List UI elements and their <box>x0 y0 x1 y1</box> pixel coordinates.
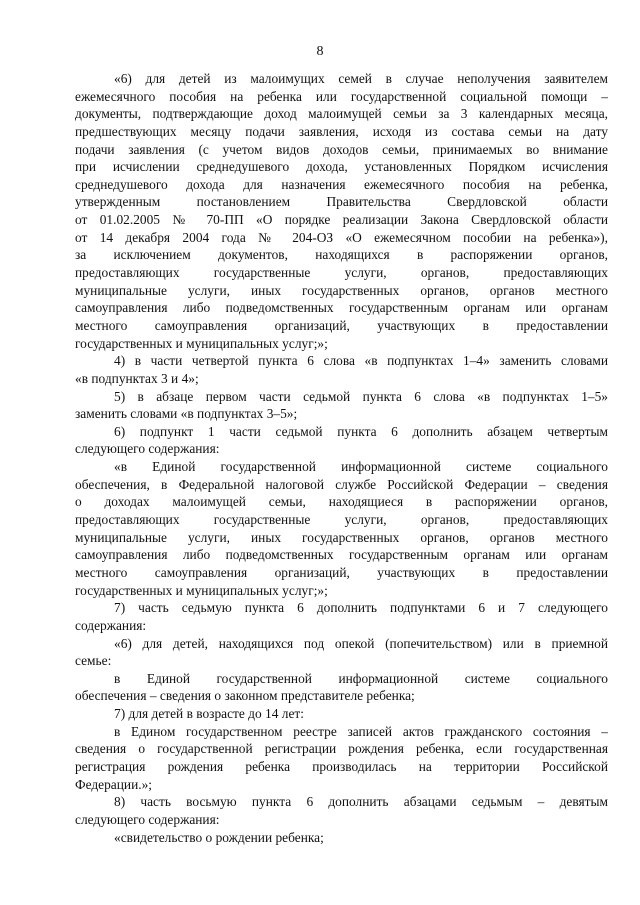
text-line: государственных и муниципальных услуг;»; <box>75 582 328 598</box>
text-line: ежемесячного пособия на ребенка или государственной социальной помощи – <box>75 88 608 104</box>
text-line: обеспечения – сведения о законном представителе ребенка; <box>75 688 415 704</box>
text-line: в Единой государственной информационной системе социального <box>114 670 608 686</box>
text-line: от 14 декабря 2004 года № 204-ОЗ «О ежемесячном пособии на ребенка»), <box>75 229 608 245</box>
text-line: местного самоуправления организаций, участвующих в предоставлении <box>75 564 608 580</box>
text-line: «6) для детей из малоимущих семей в случае неполучения заявителем <box>114 71 608 86</box>
text-line: сведения о государственной регистрации рождения ребенка, если государственная <box>75 741 608 757</box>
text-line: «свидетельство о рождении ребенка; <box>114 829 324 845</box>
text-line: среднедушевого дохода для назначения ежемесячного пособия на ребенка, <box>75 176 608 192</box>
text-line: предшествующих месяцу подачи заявления, исходя из состава семьи на дату <box>75 123 608 139</box>
text-line: 6) подпункт 1 части седьмой пункта 6 дополнить абзацем четвертым <box>114 423 608 439</box>
text-line: следующего содержания: <box>75 441 220 457</box>
text-line: «6) для детей, находящихся под опекой (попечительством) или в приемной <box>114 635 608 651</box>
text-line: «в Единой государственной информационной системе социального <box>114 459 608 475</box>
page-number: 8 <box>316 44 324 59</box>
text-line: самоуправления либо подведомственных государственным органам или органам <box>75 300 608 316</box>
text-line: за исключением документов, находящихся в распоряжении органов, <box>75 247 608 263</box>
text-line: 7) часть седьмую пункта 6 дополнить подпунктами 6 и 7 следующего <box>114 600 608 616</box>
text-line: 5) в абзаце первом части седьмой пункта 6 слова «в подпунктах 1–5» <box>114 388 608 404</box>
text-line: предоставляющих государственные услуги, органов, предоставляющих <box>75 512 608 528</box>
text-line: 7) для детей в возрасте до 14 лет: <box>114 706 304 722</box>
text-line: подачи заявления (с учетом видов доходов семьи, принимаемых во внимание <box>75 141 608 157</box>
text-line: в Едином государственном реестре записей актов гражданского состояния – <box>114 723 608 739</box>
text-line: обеспечения, в Федеральной налоговой службе Российской Федерации – сведения <box>75 476 608 492</box>
text-line: предоставляющих государственные услуги, органов, предоставляющих <box>75 265 608 281</box>
text-line: «в подпунктах 3 и 4»; <box>75 370 199 386</box>
text-line: местного самоуправления организаций, участвующих в предоставлении <box>75 317 608 333</box>
text-line: Федерации.»; <box>75 776 153 792</box>
text-line: при исчислении среднедушевого дохода, установленных Порядком исчисления <box>75 159 608 175</box>
text-line: 4) в части четвертой пункта 6 слова «в подпунктах 1–4» заменить словами <box>114 353 608 369</box>
text-line: документы, подтверждающие доход малоимущей семьи за 3 календарных месяца, <box>75 106 608 122</box>
text-line: заменить словами «в подпунктах 3–5»; <box>75 406 298 422</box>
text-line: муниципальные услуги, иных государственных органов, органов местного <box>75 282 608 298</box>
text-line: следующего содержания: <box>75 811 220 827</box>
document-body <box>75 70 608 846</box>
text-line: регистрация рождения ребенка производилась на территории Российской <box>75 758 608 774</box>
text-line: семье: <box>75 653 112 669</box>
text-line: самоуправления либо подведомственных государственным органам или органам <box>75 547 608 563</box>
text-line: о доходах малоимущей семьи, находящиеся в распоряжении органов, <box>75 494 608 510</box>
text-line: от 01.02.2005 № 70-ПП «О порядке реализации Закона Свердловской области <box>75 212 608 228</box>
text-line: утвержденным постановлением Правительства Свердловской области <box>75 194 608 210</box>
text-line: муниципальные услуги, иных государственных органов, органов местного <box>75 529 608 545</box>
text-line: содержания: <box>75 617 147 633</box>
text-line: 8) часть восьмую пункта 6 дополнить абзацами седьмым – девятым <box>114 794 608 810</box>
text-line: государственных и муниципальных услуг;»; <box>75 335 328 351</box>
